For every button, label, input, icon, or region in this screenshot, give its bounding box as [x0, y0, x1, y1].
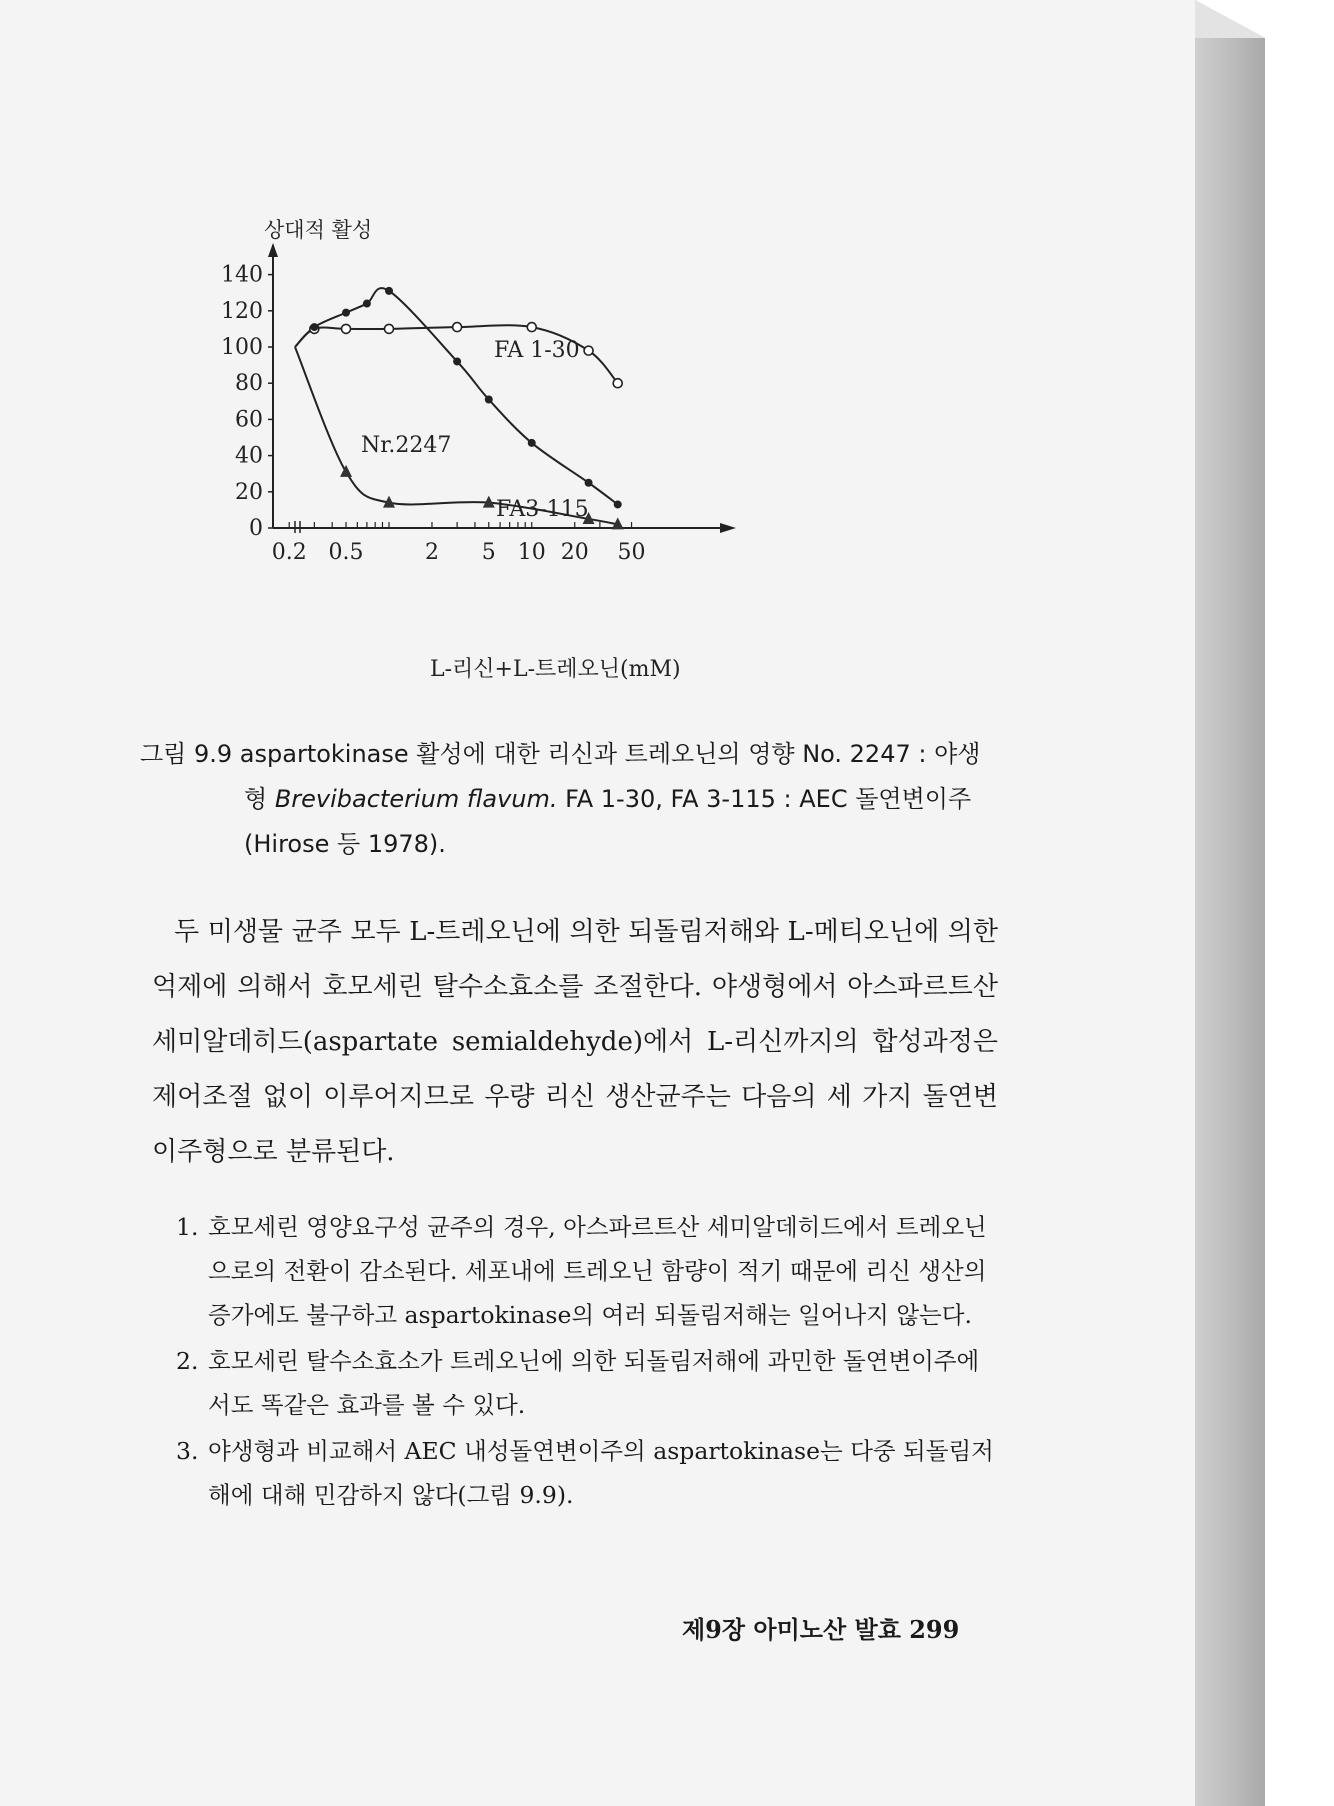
series-label: Nr.2247 — [361, 433, 452, 458]
caption-species-name: Brevibacterium flavum. — [274, 785, 558, 813]
x-axis-label: L-리신+L-트레오닌(mM) — [430, 657, 681, 682]
caption-citation: (Hirose 등 1978). — [244, 830, 446, 858]
caption-line-2-prefix: 형 — [244, 785, 275, 813]
list-item — [176, 1429, 998, 1517]
y-tick-label: 60 — [235, 407, 263, 433]
list-number: 1. — [176, 1213, 199, 1241]
list-number: 3. — [176, 1437, 199, 1465]
chart-axes — [268, 243, 736, 533]
filled-circle-point — [453, 357, 461, 365]
y-tick-label: 80 — [235, 371, 263, 397]
filled-circle-point — [585, 479, 593, 487]
list-number: 2. — [176, 1347, 199, 1375]
y-tick-label: 0 — [249, 516, 263, 541]
series-label: FA3-115 — [496, 497, 589, 522]
open-circle-point — [342, 324, 351, 333]
paragraph-text: 두 미생물 균주 모두 L-트레오닌에 의한 되돌림저해와 L-메티오닌에 의한 억제에 의해서 호모세린 탈수소효소를 조절한다. 야생형에서 아스파르트산 세미알데히드(aspartate semialdehyde)에서 L-리신까지의 합성과정은 제어조절 없이 이루어지므로 우량 리신 생산균주는 다음의 세 가지 돌연변이주형으로 분류된다. — [152, 917, 998, 1167]
x-tick-label: 50 — [617, 540, 646, 565]
caption-line-2 — [140, 777, 1000, 822]
series-labels — [361, 338, 589, 522]
open-circle-point — [527, 323, 536, 332]
x-tick-label: 2 — [424, 540, 439, 565]
filled-circle-point — [310, 323, 318, 331]
open-circle-point — [385, 324, 394, 333]
y-tick-label: 40 — [235, 443, 263, 469]
filled-circle-point — [363, 300, 371, 308]
filled-circle-point — [528, 439, 536, 447]
triangle-point — [340, 465, 352, 477]
y-tick-label: 140 — [221, 262, 263, 288]
numbered-list — [176, 1205, 998, 1519]
figure-caption — [140, 732, 1000, 867]
page-edge-top — [1195, 0, 1265, 40]
caption-line-1: 그림 9.9 aspartokinase 활성에 대한 리신과 트레오닌의 영향 No. 2247 : 야생 — [140, 740, 981, 768]
x-tick-label: 20 — [560, 540, 589, 565]
y-axis-arrow — [268, 243, 278, 257]
filled-circle-point — [342, 309, 350, 317]
y-tick-label: 20 — [235, 479, 263, 505]
chart-markers — [310, 287, 624, 529]
list-item-text: 호모세린 탈수소효소가 트레오닌에 의한 되돌림저해에 과민한 돌연변이주에서도 똑같은 효과를 볼 수 있다. — [208, 1347, 980, 1419]
body-paragraph — [152, 905, 998, 1180]
y-axis-label: 상대적 활성 — [264, 218, 373, 242]
caption-line-2-suffix: FA 1-30, FA 3-115 : AEC 돌연변이주 — [557, 785, 972, 813]
open-circle-point — [613, 379, 622, 388]
filled-circle-point — [385, 287, 393, 295]
list-item-text: 호모세린 영양요구성 균주의 경우, 아스파르트산 세미알데히드에서 트레오닌으로의 전환이 감소된다. 세포내에 트레오닌 함량이 적기 때문에 리신 생산의 증가에도 불구하고 aspartokinase의 여러 되돌림저해는 일어나지 않는다. — [208, 1213, 987, 1329]
activity-chart — [221, 205, 880, 690]
filled-circle-point — [614, 500, 622, 508]
y-tick-label: 100 — [221, 335, 263, 360]
x-tick-label: 0.2 — [271, 540, 307, 565]
page-footer: 제9장 아미노산 발효 299 — [682, 1615, 960, 1644]
list-item-text: 야생형과 비교해서 AEC 내성돌연변이주의 aspartokinase는 다중 되돌림저해에 대해 민감하지 않다(그림 9.9). — [208, 1437, 994, 1509]
list-item — [176, 1339, 998, 1427]
x-tick-label: 0.5 — [328, 540, 364, 565]
x-tick-label: 5 — [481, 540, 496, 565]
page-edge — [1195, 0, 1265, 1806]
x-axis-arrow — [720, 523, 736, 533]
series-label: FA 1-30 — [494, 338, 580, 363]
list-item — [176, 1205, 998, 1337]
filled-circle-point — [485, 395, 493, 403]
y-tick-label: 120 — [221, 298, 263, 324]
open-circle-point — [584, 346, 593, 355]
x-tick-label: 10 — [517, 540, 546, 565]
open-circle-point — [453, 323, 462, 332]
